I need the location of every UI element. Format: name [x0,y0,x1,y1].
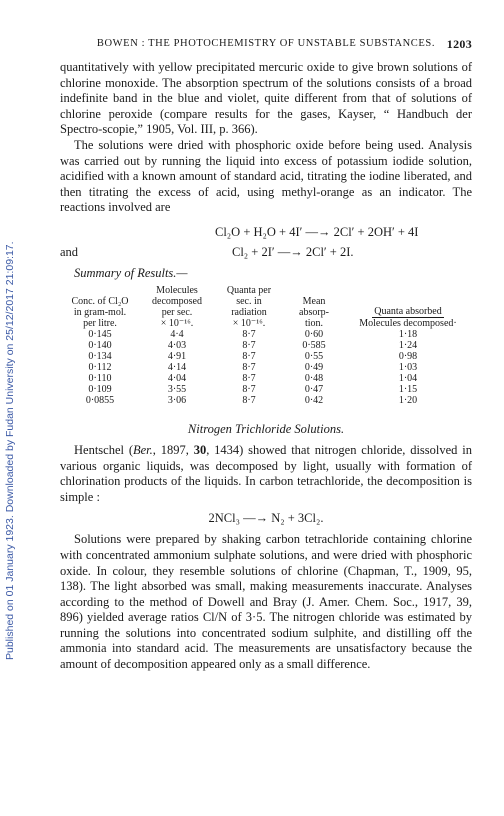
col-header-quanta: Quanta per sec. in radiation × 10⁻¹⁶. [226,284,272,329]
equation-1-text: Cl₂O + H₂O + 4I′ —→ 2Cl′ + 2OH′ + 4I [215,224,419,239]
publication-watermark [2,100,16,660]
running-title: BOWEN : THE PHOTOCHEMISTRY OF UNSTABLE SUBSTANCES. [96,38,436,49]
table-row: 0·109 3·55 8·7 0·47 1·15 [88,383,418,395]
equation-2 [60,244,472,260]
paragraph-1: quantitatively with yellow precipitated mercuric oxide to give brown solutions of chlorine monoxide. The absorption spectrum of the solutions consists of a broad indefinite band in the blue and violet, quite different from that of solutions of chlorine peroxide (compare results for the gases, Kayser, “ Handbuch der Spectro-scopie,” 1905, Vol. III, p. 366). [60,60,472,137]
equation-2-lead: and [60,244,79,259]
paragraph-4: Solutions were prepared by shaking carbon tetrachloride containing chlorine with concentrated ammonium sulphate solutions, and were dried with phosphoric oxide. In colour, they resemble solutions of chlorine (Chapman, T., 1909, 95, 138). The light absorbed was small, making measurements inaccurate. Analyses according to the method of Dowell and Bray (J. Amer. Chem. Soc., 1917, 39, 896) yielded average ratios Cl/N of 3·5. The nitrogen chloride was estimated by running the solutions into concentrated sodium sulphite, and distilling off the ammonia into standard acid. The measurements are unsatisfactory because the amount of decomposition appeared only as a small difference. [60,532,472,672]
col-header-concentration: Conc. of Cl₂O in gram-mol. per litre. [71,295,129,329]
publication-watermark-text: Published on 01 January 1923. Downloaded by Fudan University on 25/12/2017 21:09:17. [4,241,16,660]
section-title: Nitrogen Trichloride Solutions. [187,421,345,436]
equation-1 [60,224,472,240]
paragraph-3: Hentschel (Ber., 1897, 30, 1434) showed that nitrogen chloride, dissolved in various organic liquids, was decomposed by light, usually with formation of chlorination products of the liquids. In carbon tetrachloride, the decomposition is simple : [60,442,472,504]
page-number: 1203 [446,37,472,51]
table-row: 0·134 4·91 8·7 0·55 0·98 [88,350,418,362]
results-table [60,285,472,406]
equation-2-text: Cl₂ + 2I′ —→ 2Cl′ + 2I. [232,244,354,259]
page-body [60,38,472,673]
table-row: 0·140 4·03 8·7 0·585 1·24 [88,339,418,351]
table-header-row [60,285,472,329]
running-header [60,38,472,54]
paragraph-2: The solutions were dried with phosphoric oxide before being used. Analysis was carried out by running the liquid into excess of potassium iodide solution, acidified with a known amount of standard acid, titrating the iodine liberated, and then titrating the excess of acid, using methyl-orange as an indicator. The reactions involved are [60,137,472,215]
table-row: 0·112 4·14 8·7 0·49 1·03 [88,361,418,373]
col-header-absorption: Mean absorp- tion. [299,295,329,329]
col-header-molecules: Molecules decomposed per sec. × 10⁻¹⁶. [152,284,202,329]
table-row: 0·145 4·4 8·7 0·60 1·18 [88,328,418,340]
col-header-ratio: Quanta absorbed Molecules decomposed· [359,305,457,329]
table-row: 0·110 4·04 8·7 0·48 1·04 [88,372,418,384]
table-row: 0·0855 3·06 8·7 0·42 1·20 [85,394,418,406]
summary-heading: Summary of Results.— [74,265,188,280]
equation-3: 2NCl₃ —→ N₂ + 3Cl₂. [208,511,324,526]
